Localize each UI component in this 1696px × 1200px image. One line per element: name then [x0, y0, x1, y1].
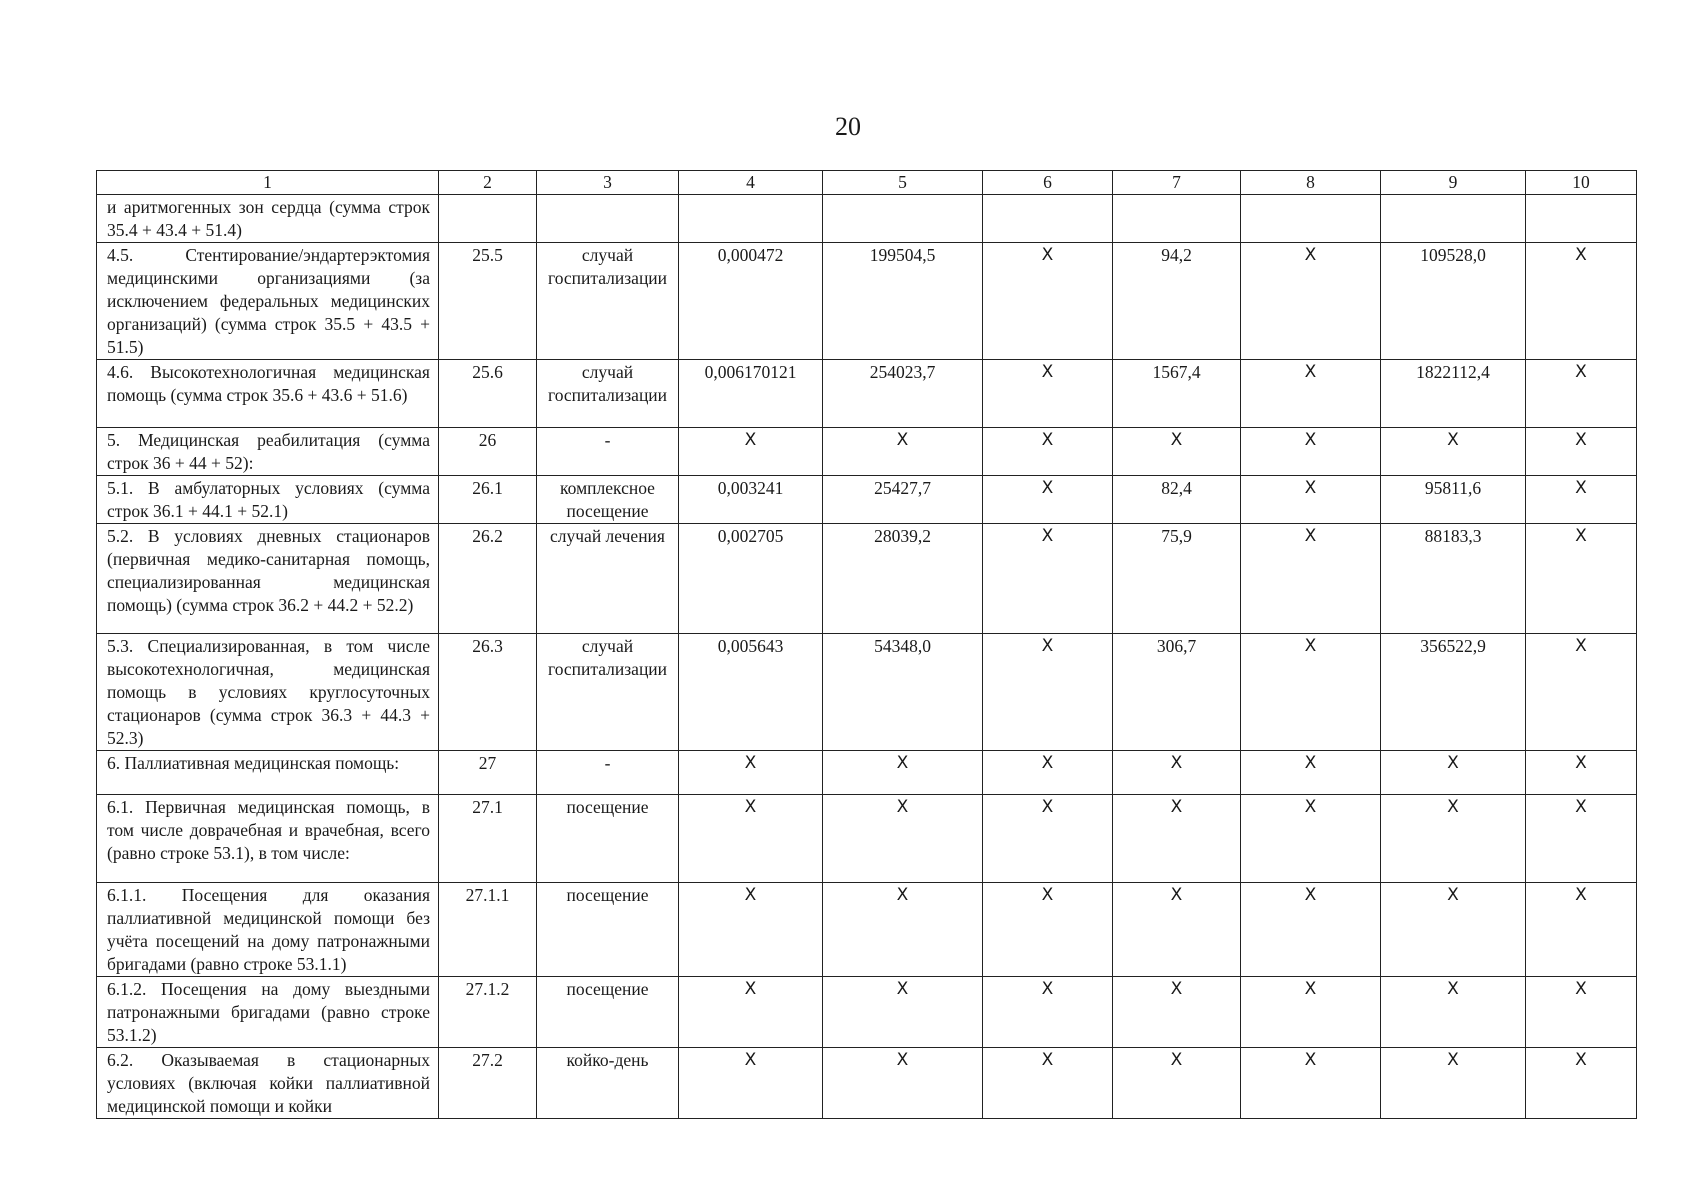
- value-cell: X: [823, 1048, 983, 1119]
- unit-of-measure: случай госпитализации: [537, 243, 679, 360]
- value-cell: X: [983, 977, 1113, 1048]
- value-cell: X: [1381, 883, 1526, 977]
- value-cell: X: [823, 795, 983, 883]
- row-number: 26: [439, 428, 537, 476]
- value-cell: 95811,6: [1381, 476, 1526, 524]
- column-number-5: 5: [823, 171, 983, 195]
- value-cell: X: [1381, 1048, 1526, 1119]
- column-number-7: 7: [1113, 171, 1241, 195]
- column-number-10: 10: [1526, 171, 1637, 195]
- row-description: 5. Медицинская реабилитация (сумма строк 36 + 44 + 52):: [97, 428, 439, 476]
- value-cell: X: [1526, 977, 1637, 1048]
- table-row: [97, 1048, 1637, 1119]
- value-cell: X: [1113, 977, 1241, 1048]
- value-cell: X: [679, 1048, 823, 1119]
- column-number-1: 1: [97, 171, 439, 195]
- value-cell: X: [1526, 524, 1637, 634]
- value-cell: 1822112,4: [1381, 360, 1526, 428]
- header-row: [97, 171, 1637, 195]
- value-cell: [823, 195, 983, 243]
- row-number: 27: [439, 751, 537, 795]
- value-cell: [1113, 195, 1241, 243]
- table-row: [97, 524, 1637, 634]
- value-cell: X: [1113, 1048, 1241, 1119]
- value-cell: X: [983, 428, 1113, 476]
- value-cell: X: [983, 243, 1113, 360]
- value-cell: X: [983, 795, 1113, 883]
- row-description: 5.1. В амбулаторных условиях (сумма строк 36.1 + 44.1 + 52.1): [97, 476, 439, 524]
- value-cell: 0,005643: [679, 634, 823, 751]
- value-cell: X: [983, 883, 1113, 977]
- table-row: [97, 195, 1637, 243]
- table-row: [97, 243, 1637, 360]
- value-cell: X: [1526, 243, 1637, 360]
- value-cell: [679, 195, 823, 243]
- value-cell: 109528,0: [1381, 243, 1526, 360]
- value-cell: 0,002705: [679, 524, 823, 634]
- value-cell: X: [983, 524, 1113, 634]
- row-description: 4.5. Стентирование/эндартерэктомия медицинскими организациями (за исключением федеральных медицинских организаций) (сумма строк 35.5 + 43.5 + 51.5): [97, 243, 439, 360]
- value-cell: 0,006170121: [679, 360, 823, 428]
- unit-of-measure: комплексное посещение: [537, 476, 679, 524]
- unit-of-measure: посещение: [537, 883, 679, 977]
- value-cell: X: [679, 883, 823, 977]
- row-description: и аритмогенных зон сердца (сумма строк 35.4 + 43.4 + 51.4): [97, 195, 439, 243]
- value-cell: X: [1381, 977, 1526, 1048]
- value-cell: X: [1113, 795, 1241, 883]
- value-cell: [1241, 195, 1381, 243]
- value-cell: 75,9: [1113, 524, 1241, 634]
- row-description: 5.2. В условиях дневных стационаров (первичная медико-санитарная помощь, специализированная медицинская помощь) (сумма строк 36.2 + 44.2 + 52.2): [97, 524, 439, 634]
- value-cell: X: [1241, 883, 1381, 977]
- unit-of-measure: [537, 195, 679, 243]
- column-number-4: 4: [679, 171, 823, 195]
- unit-of-measure: случай госпитализации: [537, 634, 679, 751]
- value-cell: 254023,7: [823, 360, 983, 428]
- unit-of-measure: -: [537, 751, 679, 795]
- value-cell: X: [1241, 634, 1381, 751]
- value-cell: [983, 195, 1113, 243]
- row-description: 6. Паллиативная медицинская помощь:: [97, 751, 439, 795]
- value-cell: X: [1526, 360, 1637, 428]
- value-cell: 88183,3: [1381, 524, 1526, 634]
- value-cell: X: [679, 795, 823, 883]
- value-cell: 25427,7: [823, 476, 983, 524]
- column-number-3: 3: [537, 171, 679, 195]
- row-description: 6.1.1. Посещения для оказания паллиативной медицинской помощи без учёта посещений на дому патронажными бригадами (равно строке 53.1.1): [97, 883, 439, 977]
- unit-of-measure: случай госпитализации: [537, 360, 679, 428]
- value-cell: X: [1241, 476, 1381, 524]
- value-cell: X: [1113, 428, 1241, 476]
- value-cell: 306,7: [1113, 634, 1241, 751]
- unit-of-measure: койко-день: [537, 1048, 679, 1119]
- table-row: [97, 428, 1637, 476]
- value-cell: X: [1381, 428, 1526, 476]
- row-description: 6.1.2. Посещения на дому выездными патронажными бригадами (равно строке 53.1.2): [97, 977, 439, 1048]
- row-description: 6.1. Первичная медицинская помощь, в том числе доврачебная и врачебная, всего (равно строке 53.1), в том числе:: [97, 795, 439, 883]
- value-cell: X: [1241, 977, 1381, 1048]
- row-number: 27.1.2: [439, 977, 537, 1048]
- row-number: 25.6: [439, 360, 537, 428]
- column-number-9: 9: [1381, 171, 1526, 195]
- column-number-6: 6: [983, 171, 1113, 195]
- value-cell: X: [1381, 795, 1526, 883]
- value-cell: X: [1113, 751, 1241, 795]
- column-number-8: 8: [1241, 171, 1381, 195]
- value-cell: X: [1241, 1048, 1381, 1119]
- table-row: [97, 476, 1637, 524]
- row-number: 26.3: [439, 634, 537, 751]
- unit-of-measure: посещение: [537, 795, 679, 883]
- value-cell: 0,003241: [679, 476, 823, 524]
- value-cell: 94,2: [1113, 243, 1241, 360]
- value-cell: 82,4: [1113, 476, 1241, 524]
- table-row: [97, 751, 1637, 795]
- value-cell: 0,000472: [679, 243, 823, 360]
- value-cell: X: [823, 883, 983, 977]
- row-description: 6.2. Оказываемая в стационарных условиях (включая койки паллиативной медицинской помощи и койки: [97, 1048, 439, 1119]
- row-description: 4.6. Высокотехнологичная медицинская помощь (сумма строк 35.6 + 43.6 + 51.6): [97, 360, 439, 428]
- value-cell: X: [1241, 428, 1381, 476]
- page-number: 20: [835, 112, 861, 141]
- value-cell: X: [1526, 428, 1637, 476]
- value-cell: 28039,2: [823, 524, 983, 634]
- value-cell: X: [823, 977, 983, 1048]
- value-cell: X: [1526, 634, 1637, 751]
- value-cell: X: [1241, 360, 1381, 428]
- value-cell: X: [1241, 751, 1381, 795]
- value-cell: X: [1526, 795, 1637, 883]
- value-cell: 356522,9: [1381, 634, 1526, 751]
- value-cell: X: [983, 476, 1113, 524]
- value-cell: 199504,5: [823, 243, 983, 360]
- value-cell: 54348,0: [823, 634, 983, 751]
- row-number: 26.2: [439, 524, 537, 634]
- data-table: [96, 170, 1637, 1119]
- value-cell: X: [1526, 476, 1637, 524]
- row-number: 25.5: [439, 243, 537, 360]
- unit-of-measure: -: [537, 428, 679, 476]
- value-cell: X: [823, 751, 983, 795]
- row-number: 27.2: [439, 1048, 537, 1119]
- row-number: 27.1: [439, 795, 537, 883]
- value-cell: X: [1526, 1048, 1637, 1119]
- row-number: [439, 195, 537, 243]
- value-cell: X: [1241, 243, 1381, 360]
- value-cell: 1567,4: [1113, 360, 1241, 428]
- unit-of-measure: посещение: [537, 977, 679, 1048]
- value-cell: X: [1526, 751, 1637, 795]
- row-number: 26.1: [439, 476, 537, 524]
- value-cell: X: [983, 751, 1113, 795]
- value-cell: X: [983, 360, 1113, 428]
- column-number-2: 2: [439, 171, 537, 195]
- table-row: [97, 883, 1637, 977]
- unit-of-measure: случай лечения: [537, 524, 679, 634]
- value-cell: X: [1241, 795, 1381, 883]
- value-cell: X: [1381, 751, 1526, 795]
- table-row: [97, 977, 1637, 1048]
- table-row: [97, 360, 1637, 428]
- row-description: 5.3. Специализированная, в том числе высокотехнологичная, медицинская помощь в условиях круглосуточных стационаров (сумма строк 36.3 + 44.3 + 52.3): [97, 634, 439, 751]
- value-cell: X: [1113, 883, 1241, 977]
- row-number: 27.1.1: [439, 883, 537, 977]
- value-cell: X: [983, 1048, 1113, 1119]
- value-cell: [1381, 195, 1526, 243]
- table-row: [97, 634, 1637, 751]
- value-cell: X: [679, 428, 823, 476]
- value-cell: X: [679, 751, 823, 795]
- value-cell: [1526, 195, 1637, 243]
- value-cell: X: [823, 428, 983, 476]
- table-row: [97, 795, 1637, 883]
- value-cell: X: [679, 977, 823, 1048]
- value-cell: X: [983, 634, 1113, 751]
- value-cell: X: [1241, 524, 1381, 634]
- value-cell: X: [1526, 883, 1637, 977]
